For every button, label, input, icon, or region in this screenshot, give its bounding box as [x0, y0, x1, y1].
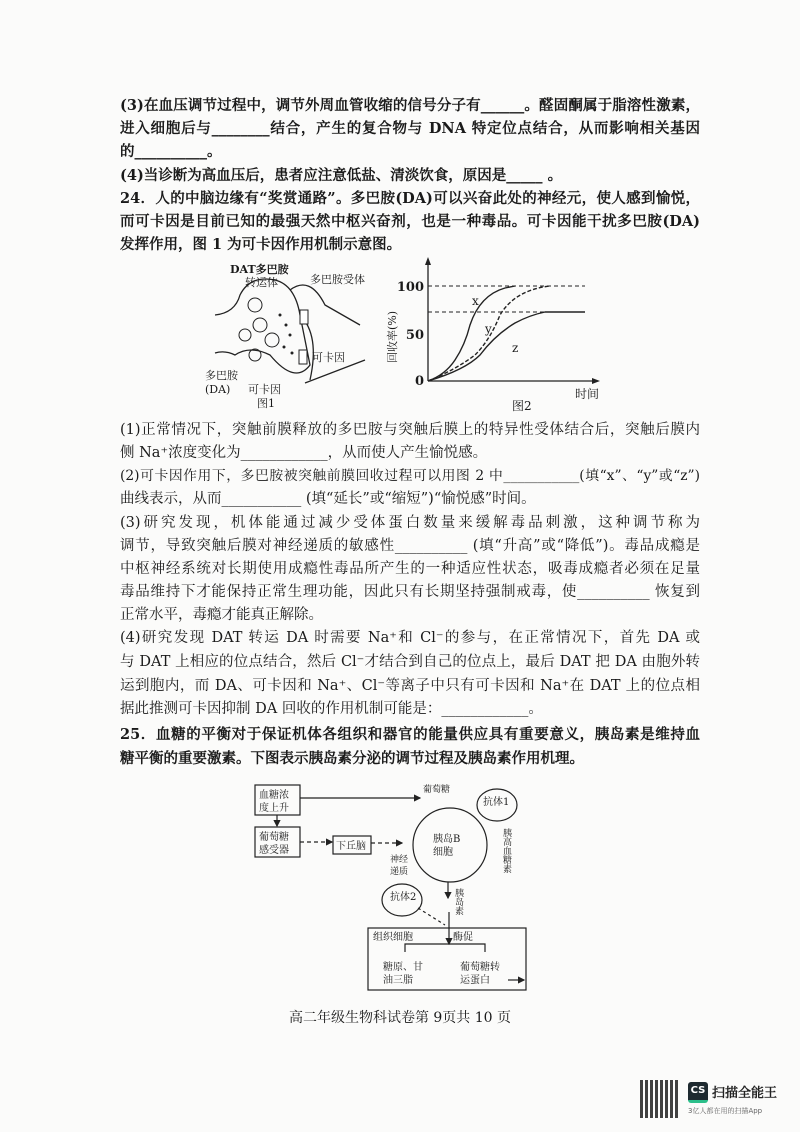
figure-3-insulin-diagram — [240, 780, 540, 1000]
receptor-label: 多巴胺受体 — [310, 273, 365, 286]
q23-3-line3: 的__________。 — [120, 143, 222, 160]
neurotransmitter-label: 神经 — [390, 855, 409, 865]
q24-3-line5: 正常水平，毒瘾才能真正解除。 — [120, 607, 323, 623]
tissue-cell-label: 组织细胞 — [373, 932, 413, 943]
q25-line1: 25．血糖的平衡对于保证机体各组织和器官的能量供应具有重要意义，胰岛素是维持血 — [120, 726, 700, 743]
cocaine-label-right: 可卡因 — [312, 351, 345, 364]
glucose-label: 葡萄糖 — [423, 785, 451, 795]
q24-3-line3: 中枢神经系统对长期使用成瘾性毒品所产生的一种适应性状态，吸毒成瘾者必须在足量 — [120, 561, 700, 577]
figure-1-caption: 图1 — [257, 397, 275, 410]
dat-label-2: 转运体 — [245, 276, 278, 289]
y-axis-label: 回收率(%) — [386, 310, 399, 363]
curve-label-z: z — [512, 341, 519, 355]
transporter-label-2: 运蛋白 — [460, 975, 490, 986]
glucagon-label: 胰高血糖素 — [501, 828, 511, 873]
scanner-tagline: 3亿人都在用的扫描App — [688, 1107, 763, 1115]
curve-label-y: y — [485, 322, 492, 336]
transporter-label: 葡萄糖转 — [460, 962, 500, 973]
q24-4-line4: 据此推测可卡因抑制 DA 回收的作用机制可能是：____________。 — [120, 701, 543, 717]
q24-line3: 发挥作用，图 1 为可卡因作用机制示意图。 — [120, 236, 402, 253]
page-footer: 高二年级生物科试卷第 9页共 10 页 — [288, 1010, 512, 1026]
figure-2-caption: 图2 — [512, 399, 532, 413]
figure-1-synapse — [200, 255, 385, 415]
antibody1-label: 抗体1 — [483, 797, 510, 808]
q24-4-line3: 运到胞内，而 DA、可卡因和 Na⁺、Cl⁻等离子中只有可卡因和 Na⁺在 DAT 上的位点相 — [120, 678, 700, 694]
box-glucose-receptor: 葡萄糖 — [259, 832, 289, 843]
q24-4-line2: 与 DAT 上相应的位点结合，然后 Cl⁻才结合到自己的位点上，最后 DAT 把 DA 由胞外转 — [120, 654, 700, 670]
q24-3-line1: (3)研究发现，机体能通过减少受体蛋白数量来缓解毒品刺激，这种调节称为 — [120, 515, 700, 531]
curve-label-x: x — [472, 294, 479, 308]
box-glucose-rise: 血糖浓 — [259, 790, 289, 801]
glycogen-label-2: 油三脂 — [383, 975, 413, 986]
qr-code-icon — [640, 1080, 678, 1118]
figure-2-chart — [385, 255, 605, 415]
q25-line2: 糖平衡的重要激素。下图表示胰岛素分泌的调节过程及胰岛素作用机理。 — [120, 750, 584, 767]
glycogen-label: 糖原、甘 — [383, 962, 423, 973]
q24-line1: 24．人的中脑边缘有“奖赏通路”。多巴胺(DA)可以兴奋此处的神经元，使人感到愉悦， — [120, 190, 700, 207]
box-glucose-receptor-2: 感受器 — [259, 845, 289, 856]
q24-3-line4: 毒品维持下才能保持正常生理功能，因此只有长期坚持强制戒毒，使__________ 恢复到 — [120, 584, 700, 600]
dopamine-label: 多巴胺 — [205, 369, 238, 382]
q24-2-line1: (2)可卡因作用下，多巴胺被突触前膜回收过程可以用图 2 中___________(填“x”、“y”或“z”) — [120, 468, 700, 484]
q24-line2: 而可卡因是目前已知的最强天然中枢兴奋剂，也是一种毒品。可卡因能干扰多巴胺(DA) — [120, 213, 700, 230]
q24-1-line1: (1)正常情况下，突触前膜释放的多巴胺与突触后膜上的特异性受体结合后，突触后膜内 — [120, 422, 700, 438]
y-tick-0: 0 — [414, 374, 424, 389]
box-glucose-rise-2: 度上升 — [259, 803, 289, 814]
q24-3-line2: 调节，导致突触后膜对神经递质的敏感性__________ (填“升高”或“降低”)。毒品成瘾是 — [120, 538, 700, 554]
camscanner-logo-icon: CS — [688, 1082, 708, 1103]
promote-label: 酶促 — [453, 932, 473, 943]
q23-3-line2: 进入细胞后与________结合，产生的复合物与 DNA 特定位点结合，从而影响相关基因 — [120, 120, 700, 137]
cocaine-label-bottom: 可卡因 — [248, 383, 281, 396]
x-axis-label: 时间 — [575, 387, 600, 401]
neurotransmitter-label-2: 递质 — [390, 867, 409, 877]
scanner-name: 扫描全能王 — [712, 1086, 778, 1101]
dopamine-label-2: (DA) — [205, 383, 231, 396]
y-tick-50: 50 — [405, 328, 424, 343]
scanner-watermark — [640, 1078, 790, 1123]
dat-label: DAT多巴胺 — [230, 263, 289, 276]
antibody2-label: 抗体2 — [390, 892, 417, 903]
q23-4: (4)当诊断为高血压后，患者应注意低盐、清淡饮食，原因是_____ 。 — [120, 167, 563, 184]
y-tick-100: 100 — [396, 280, 424, 295]
beta-cell-label-2: 细胞 — [433, 847, 453, 858]
beta-cell-label: 胰岛B — [433, 834, 461, 845]
q24-4-line1: (4)研究发现 DAT 转运 DA 时需要 Na⁺和 Cl⁻的参与，在正常情况下，首先 DA 或 — [120, 630, 700, 646]
q23-3-line1: (3)在血压调节过程中，调节外周血管收缩的信号分子有______。醛固酮属于脂溶性激素， — [120, 97, 700, 114]
q24-2-line2: 曲线表示，从而___________ (填“延长”或“缩短”)“愉悦感”时间。 — [120, 491, 536, 507]
insulin-label: 胰岛素 — [453, 888, 463, 915]
q24-1-line2: 侧 Na⁺浓度变化为____________，从而使人产生愉悦感。 — [120, 445, 488, 461]
box-hypothalamus: 下丘脑 — [336, 841, 366, 852]
